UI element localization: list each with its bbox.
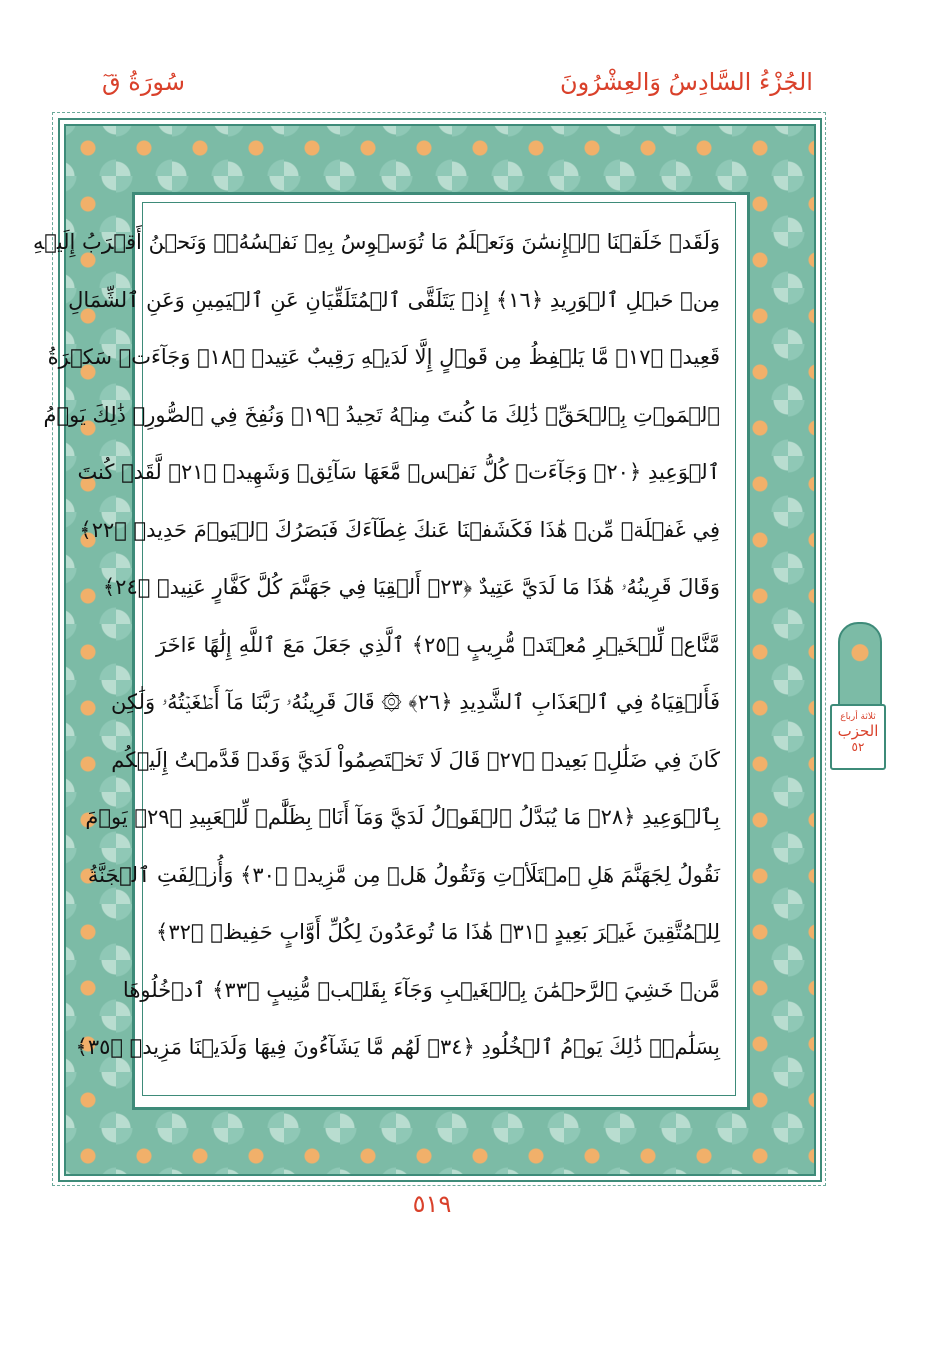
page-number: ٥١٩ (412, 1190, 452, 1218)
juz-title: الجُزْءُ السَّادِسُ وَالعِشْرُونَ (560, 68, 813, 96)
surah-title: سُورَةُ قٓ (102, 68, 185, 96)
verses-block (32, 214, 720, 1077)
verse-line: وَلَقَدۡ خَلَقۡنَا ٱلۡإِنسَٰنَ وَنَعۡلَمُ مَا تُوَسۡوِسُ بِهِۦ نَفۡسُهُۥۖ وَنَحۡنُ أَقۡرَبُ إِلَيۡهِ (32, 230, 720, 254)
verse-line: مَّنَّاعٖ لِّلۡخَيۡرِ مُعۡتَدٖ مُّرِيبٍ ﴿٢٥﴾ ٱلَّذِي جَعَلَ مَعَ ٱللَّهِ إِلَٰهًا ءَاخَرَ (156, 632, 720, 657)
hizb-word: الحزب (837, 722, 879, 740)
verse-line: مِنۡ حَبۡلِ ٱلۡوَرِيدِ ﴿١٦﴾ إِذۡ يَتَلَقَّى ٱلۡمُتَلَقِّيَانِ عَنِ ٱلۡيَمِينِ وَعَنِ ٱلشِّمَالِ (68, 287, 720, 312)
verse-line: لِلۡمُتَّقِينَ غَيۡرَ بَعِيدٍ ﴿٣١﴾ هَٰذَا مَا تُوعَدُونَ لِكُلِّ أَوَّابٍ حَفِيظٖ ﴿٣٢﴾ (156, 920, 720, 944)
verse-line: بِسَلَٰمٖۖ ذَٰلِكَ يَوۡمُ ٱلۡخُلُودِ ﴿٣٤﴾ لَهُم مَّا يَشَآءُونَ فِيهَا وَلَدَيۡنَا مَزِيدٞ ﴿٣٥﴾ (75, 1035, 720, 1059)
verse-line: ٱلۡمَوۡتِ بِٱلۡحَقِّۖ ذَٰلِكَ مَا كُنتَ مِنۡهُ تَحِيدُ ﴿١٩﴾ وَنُفِخَ فِي ٱلصُّورِۚ ذَٰلِكَ يَوۡمُ (43, 402, 720, 427)
hizb-label-box (830, 704, 886, 770)
hizb-ornament-icon (838, 622, 882, 708)
verse-line: فَأَلۡقِيَاهُ فِي ٱلۡعَذَابِ ٱلشَّدِيدِ ﴿٢٦﴾ ۞ قَالَ قَرِينُهُۥ رَبَّنَا مَآ أَطۡغَيۡتُهُۥ وَلَٰكِن (111, 690, 720, 714)
hizb-quarter-label: ثلاثة أرباع (840, 712, 876, 722)
verse-line: وَقَالَ قَرِينُهُۥ هَٰذَا مَا لَدَيَّ عَتِيدٌ ﴿٢٣﴾ أَلۡقِيَا فِي جَهَنَّمَ كُلَّ كَفَّارٍ عَنِيدٖ ﴿٢٤﴾ (102, 575, 720, 599)
hizb-number: ٥٢ (851, 740, 865, 754)
verse-line: مَّنۡ خَشِيَ ٱلرَّحۡمَٰنَ بِٱلۡغَيۡبِ وَجَآءَ بِقَلۡبٖ مُّنِيبٍ ﴿٣٣﴾ ٱدۡخُلُوهَا (122, 977, 720, 1002)
verse-line: نَقُولُ لِجَهَنَّمَ هَلِ ٱمۡتَلَأۡتِ وَتَقُولُ هَلۡ مِن مَّزِيدٖ ﴿٣٠﴾ وَأُزۡلِفَتِ ٱلۡجَنَّةُ (87, 862, 720, 887)
verse-line: فِي غَفۡلَةٖ مِّنۡ هَٰذَا فَكَشَفۡنَا عَنكَ غِطَآءَكَ فَبَصَرُكَ ٱلۡيَوۡمَ حَدِيدٞ ﴿٢٢﴾ (79, 517, 720, 542)
verse-line: ٱلۡوَعِيدِ ﴿٢٠﴾ وَجَآءَتۡ كُلُّ نَفۡسٖ مَّعَهَا سَآئِقٞ وَشَهِيدٞ ﴿٢١﴾ لَّقَدۡ كُنتَ (77, 460, 720, 484)
hizb-marker (830, 622, 886, 772)
verse-line: قَعِيدٞ ﴿١٧﴾ مَّا يَلۡفِظُ مِن قَوۡلٍ إِلَّا لَدَيۡهِ رَقِيبٌ عَتِيدٞ ﴿١٨﴾ وَجَآءَتۡ سَكۡرَةُ (47, 345, 720, 369)
verse-line: بِٱلۡوَعِيدِ ﴿٢٨﴾ مَا يُبَدَّلُ ٱلۡقَوۡلُ لَدَيَّ وَمَآ أَنَا۠ بِظَلَّٰمٖ لِّلۡعَبِيدِ ﴿٢٩﴾ يَوۡمَ (85, 805, 720, 829)
verse-line: كَانَ فِي ضَلَٰلِۭ بَعِيدٖ ﴿٢٧﴾ قَالَ لَا تَخۡتَصِمُواْ لَدَيَّ وَقَدۡ قَدَّمۡتُ إِلَيۡكُم (111, 747, 720, 772)
